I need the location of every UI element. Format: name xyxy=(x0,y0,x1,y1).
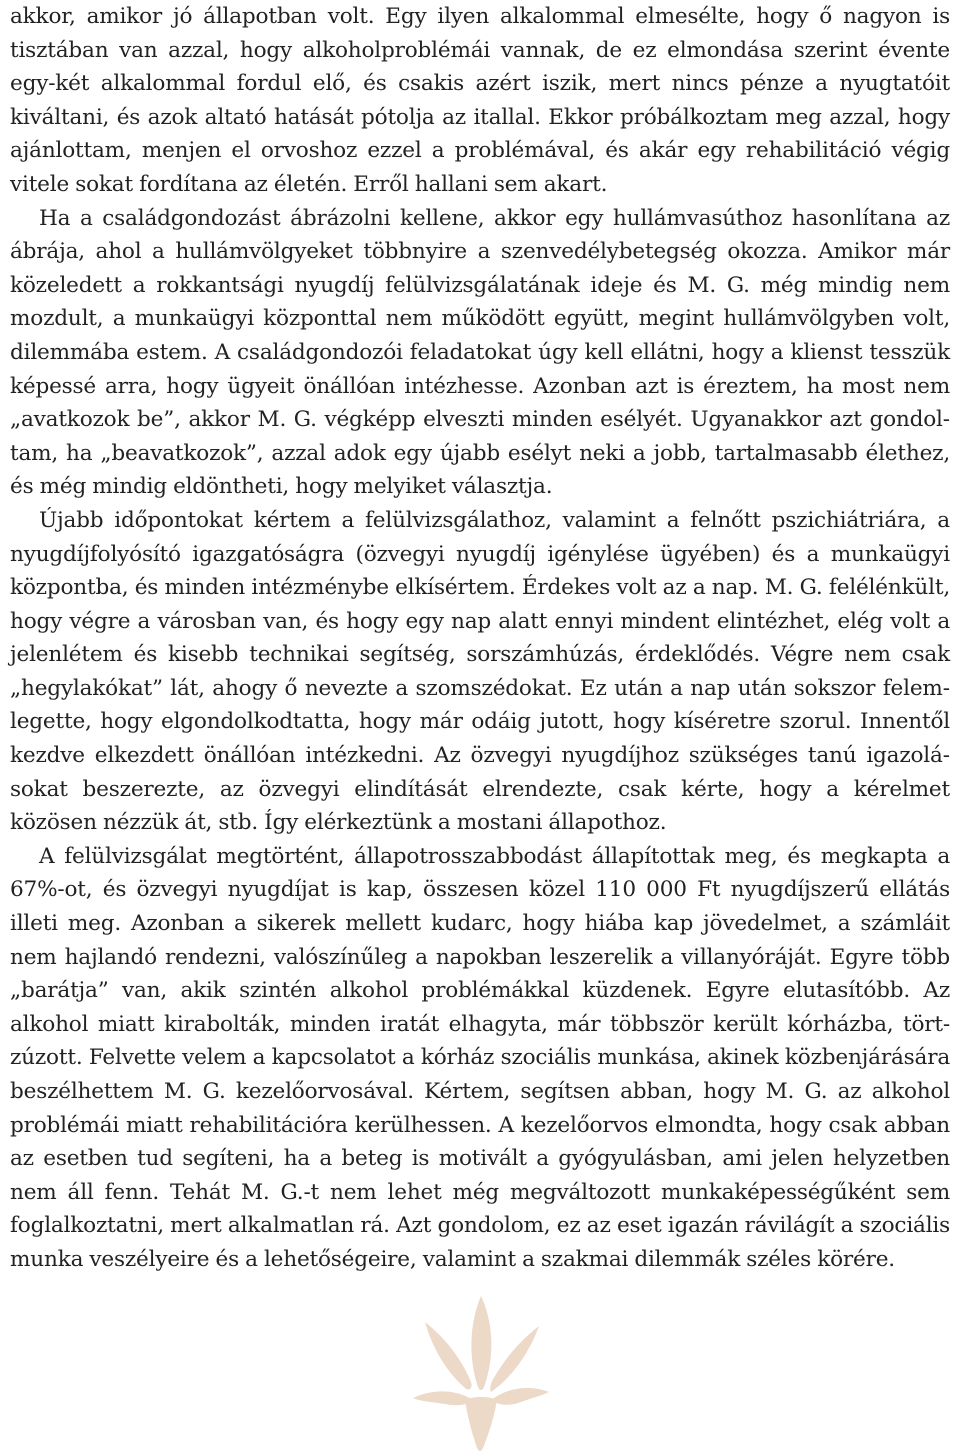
leaf-plant-ornament-icon xyxy=(411,1288,551,1456)
document-page xyxy=(10,0,950,1277)
paragraph-3: Újabb időpontokat kértem a felülvizsgálathoz, valamint a felnőtt pszichiátriára, a nyugdíjfolyósító igazgatóságra (özvegyi nyugdíj igénylése ügyében) és a munkaügyi központba, és minden intézménybe elkísértem. Érdekes volt az a nap. M. G. felélénkült, hogy végre a városban van, és hogy egy nap alatt ennyi mindent elintézhet, elég volt a jelenlétem és kisebb technikai segítség, sorszámhúzás, érdeklődés. Végre nem csak „hegylakókat” lát, ahogy ő nevezte a szomszédokat. Ez után a nap után sokszor felemlegette, hogy elgondolkodtatta, hogy már odáig jutott, hogy kíséretre szorul. Innentől kezdve elkezdett önállóan intézkedni. Az özvegyi nyugdíjhoz szükséges tanú igazolásokat beszerezte, az özvegyi elindítását elrendezte, csak kérte, hogy a kérelmet közösen nézzük át, stb. Így elérkeztünk a mostani állapothoz. xyxy=(10,507,950,836)
paragraph-1: akkor, amikor jó állapotban volt. Egy ilyen alkalommal elmesélte, hogy ő nagyon is tisztában van azzal, hogy alkoholproblémái vannak, de ez elmondása szerint évente egy-két alkalommal fordul elő, és csakis azért iszik, mert nincs pénze a nyugtatóit kiváltani, és azok altató hatását pótolja az itallal. Ekkor próbálkoztam meg azzal, hogy ajánlottam, menjen el orvoshoz ezzel a problémával, és akár egy rehabilitáció végig vitele sokat fordítana az életén. Erről hallani sem akart. xyxy=(10,4,950,197)
paragraph-4: A felülvizsgálat megtörtént, állapotrosszabbodást állapítottak meg, és megkapta a 67%-ot, és özvegyi nyugdíjat is kap, összesen közel 110 000 Ft nyugdíjszerű ellátás illeti meg. Azonban a sikerek mellett kudarc, hogy hiába kap jövedelmet, a számláit nem hajlandó rendezni, valószínűleg a napokban leszerelik a villanyóráját. Egyre több „barátja” van, akik szintén alkohol problémákkal küzdenek. Egyre elutasítóbb. Az alkohol miatt kirabolták, minden iratát elhagyta, már többször került kórházba, tört-zúzott. Felvette velem a kapcsolatot a kórház szociális munkása, akinek közbenjárására beszélhettem M. G. kezelőorvosával. Kértem, segítsen abban, hogy M. G. az alkohol problémái miatt rehabilitációra kerülhessen. A kezelőorvos elmondta, hogy csak abban az esetben tud segíteni, ha a beteg is motivált a gyógyulásban, ami jelen helyzetben nem áll fenn. Tehát M. G.-t nem lehet még megváltozott munkaképességűként sem foglalkoztatni, mert alkalmatlan rá. Azt gondolom, ez az eset igazán rávilágít a szociális munka veszélyeire és a lehetőségeire, valamint a szakmai dilemmák széles körére. xyxy=(10,843,950,1272)
paragraph-2: Ha a családgondozást ábrázolni kellene, akkor egy hullámvasúthoz hasonlítana az ábrája, ahol a hullámvölgyeket többnyire a szenvedélybetegség okozza. Amikor már közeledett a rokkantsági nyugdíj felülvizsgálatának ideje és M. G. még mindig nem mozdult, a munkaügyi központtal nem működött együtt, megint hullámvölgyben volt, dilemmába estem. A családgondozói feladatokat úgy kell ellátni, hogy a klienst tesszük képessé arra, hogy ügyeit önállóan intézhesse. Azonban azt is éreztem, ha most nem „avatkozok be”, akkor M. G. végképp elveszti minden esélyét. Ugyanakkor azt gondoltam, ha „beavatkozok”, azzal adok egy újabb esélyt neki a jobb, tartalmasabb élethez, és még mindig eldöntheti, hogy melyiket választja. xyxy=(10,205,950,500)
